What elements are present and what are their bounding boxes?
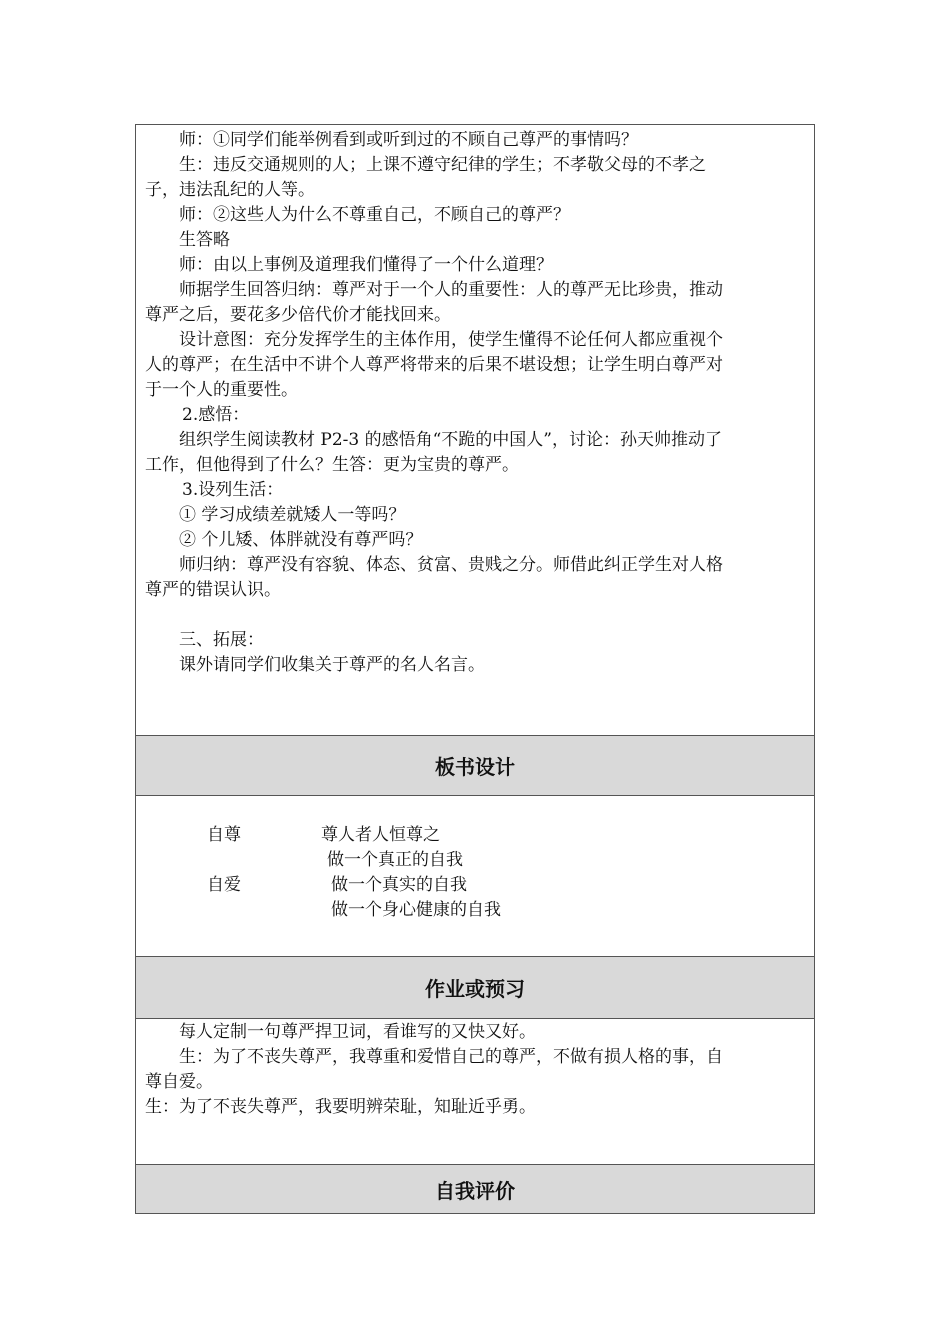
subheading: 2.感悟：: [182, 405, 250, 425]
text-line: 生：为了不丧失尊严，我尊重和爱惜自己的尊严，不做有损人格的事，自: [179, 1047, 723, 1067]
text-line: 组织学生阅读教材 P2-3 的感悟角“不跪的中国人”，讨论：孙天帅推动了: [179, 430, 723, 450]
text-line: ② 个儿矮、体胖就没有尊严吗？: [179, 530, 423, 550]
text-line: 设计意图：充分发挥学生的主体作用，使学生懂得不论任何人都应重视个: [179, 330, 723, 350]
text-line: 尊自爱。: [145, 1072, 213, 1092]
text-line: 工作，但他得到了什么？生答：更为宝贵的尊严。: [145, 455, 519, 475]
text-line: 师：①同学们能举例看到或听到过的不顾自己尊严的事情吗？: [179, 130, 638, 150]
text-line: 每人定制一句尊严捍卫词，看谁写的又快又好。: [179, 1022, 536, 1042]
text-line: 师：由以上事例及道理我们懂得了一个什么道理？: [179, 255, 553, 275]
board-right-line: 做一个身心健康的自我: [331, 900, 501, 920]
section-heading: 三、拓展：: [179, 630, 264, 650]
text-line: 课外请同学们收集关于尊严的名人名言。: [179, 655, 485, 675]
board-right-line: 尊人者人恒尊之: [321, 825, 440, 845]
text-line: ① 学习成绩差就矮人一等吗？: [179, 505, 406, 525]
board-left-label: 自爱: [207, 875, 241, 895]
board-right-line: 做一个真实的自我: [331, 875, 467, 895]
text-line: 师：②这些人为什么不尊重自己，不顾自己的尊严？: [179, 205, 570, 225]
text-line: 子，违法乱纪的人等。: [145, 180, 315, 200]
board-right-line: 做一个真正的自我: [327, 850, 463, 870]
text-line: 尊严的错误认识。: [145, 580, 281, 600]
text-line: 师据学生回答归纳：尊严对于一个人的重要性：人的尊严无比珍贵，推动: [179, 280, 723, 300]
homework-cell: [136, 1019, 814, 1165]
lesson-plan-table: [135, 124, 815, 1214]
subheading: 3.设列生活：: [182, 480, 284, 500]
text-line: 生答略: [179, 230, 230, 250]
homework-header: 作业或预习: [136, 957, 814, 1019]
text-line: 尊严之后，要花多少倍代价才能找回来。: [145, 305, 451, 325]
text-line: 师归纳：尊严没有容貌、体态、贫富、贵贱之分。师借此纠正学生对人格: [179, 555, 723, 575]
board-design-header: 板书设计: [136, 736, 814, 796]
text-line: 生：违反交通规则的人；上课不遵守纪律的学生；不孝敬父母的不孝之: [179, 155, 706, 175]
board-left-label: 自尊: [207, 825, 241, 845]
self-evaluation-header: 自我评价: [136, 1165, 814, 1213]
teaching-process-cell: [136, 125, 814, 736]
text-line: 人的尊严；在生活中不讲个人尊严将带来的后果不堪设想；让学生明白尊严对: [145, 355, 723, 375]
board-design-cell: [136, 796, 814, 957]
text-line: 于一个人的重要性。: [145, 380, 298, 400]
text-line: 生：为了不丧失尊严，我要明辨荣耻，知耻近乎勇。: [145, 1097, 536, 1117]
